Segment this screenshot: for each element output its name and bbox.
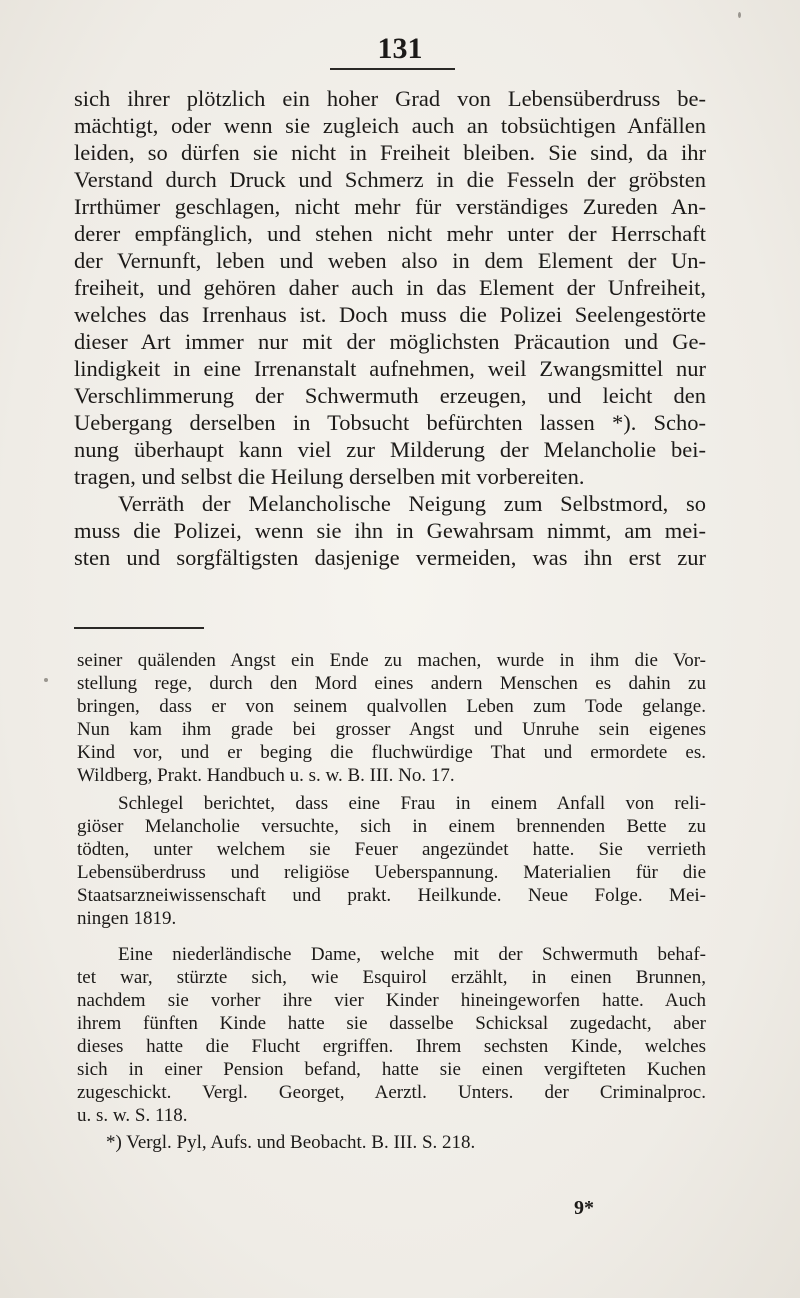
body-line: Uebergang derselben in Tobsucht befürchten lassen *). Scho- bbox=[74, 410, 706, 435]
paper-speck bbox=[738, 12, 741, 18]
footnote-line: sich in einer Pension befand, hatte sie einen vergifteten Kuchen bbox=[77, 1059, 706, 1080]
body-line: nung überhaupt kann viel zur Milderung der Melancholie bei- bbox=[74, 437, 706, 462]
body-line: derer empfänglich, und stehen nicht mehr unter der Herrschaft bbox=[74, 221, 706, 246]
body-line: leiden, so dürfen sie nicht in Freiheit bleiben. Sie sind, da ihr bbox=[74, 140, 706, 165]
body-line: lindigkeit in eine Irrenanstalt aufnehmen, weil Zwangsmittel nur bbox=[74, 356, 706, 381]
footnote-line: Wildberg, Prakt. Handbuch u. s. w. B. III. No. 17. bbox=[77, 765, 455, 786]
page-number: 131 bbox=[377, 32, 423, 65]
footnote-line: tödten, unter welchem sie Feuer angezündet hatte. Sie verrieth bbox=[77, 839, 706, 860]
footnote-line: *) Vergl. Pyl, Aufs. und Beobacht. B. III. S. 218. bbox=[106, 1132, 476, 1153]
body-line: mächtigt, oder wenn sie zugleich auch an tobsüchtigen Anfällen bbox=[74, 113, 706, 138]
body-line: freiheit, und gehören daher auch in das Element der Unfreiheit, bbox=[74, 275, 706, 300]
footnote-line: bringen, dass er von seinem qualvollen Leben zum Tode gelange. bbox=[77, 696, 706, 717]
footnote-line: seiner quälenden Angst ein Ende zu machen, wurde in ihm die Vor- bbox=[77, 650, 706, 671]
signature-mark: 9* bbox=[574, 1197, 594, 1219]
footnote-line: stellung rege, durch den Mord eines andern Menschen es dahin zu bbox=[77, 673, 706, 694]
footnote-line: u. s. w. S. 118. bbox=[77, 1105, 188, 1126]
body-line: der Vernunft, leben und weben also in dem Element der Un- bbox=[74, 248, 706, 273]
footnote-line: Nun kam ihm grade bei grosser Angst und Unruhe sein eigenes bbox=[77, 719, 706, 740]
footnote-line: tet war, stürzte sich, wie Esquirol erzählt, in einen Brunnen, bbox=[77, 967, 706, 988]
body-line: muss die Polizei, wenn sie ihn in Gewahrsam nimmt, am mei- bbox=[74, 518, 706, 543]
footnote-line: zugeschickt. Vergl. Georget, Aerztl. Unters. der Criminalproc. bbox=[77, 1082, 706, 1103]
body-line: tragen, und selbst die Heilung derselben mit vorbereiten. bbox=[74, 464, 585, 489]
body-line: Verräth der Melancholische Neigung zum Selbstmord, so bbox=[118, 491, 706, 516]
body-line: sich ihrer plötzlich ein hoher Grad von Lebensüberdruss be- bbox=[74, 86, 706, 111]
footnote-line: dieses hatte die Flucht ergriffen. Ihrem sechsten Kinde, welches bbox=[77, 1036, 706, 1057]
header-rule bbox=[330, 68, 455, 70]
body-line: welches das Irrenhaus ist. Doch muss die Polizei Seelengestörte bbox=[74, 302, 706, 327]
footnote-line: ihrem fünften Kinde hatte sie dasselbe Schicksal zugedacht, aber bbox=[77, 1013, 706, 1034]
footnote-line: Schlegel berichtet, dass eine Frau in einem Anfall von reli- bbox=[118, 793, 706, 814]
footnote-line: ningen 1819. bbox=[77, 908, 177, 929]
body-line: sten und sorgfältigsten dasjenige vermeiden, was ihn erst zur bbox=[74, 545, 706, 570]
footnote-line: Kind vor, und er beging die fluchwürdige That und ermordete es. bbox=[77, 742, 706, 763]
footnote-rule bbox=[74, 627, 204, 629]
footnote-line: Lebensüberdruss und religiöse Ueberspannung. Materialien für die bbox=[77, 862, 706, 883]
footnote-line: giöser Melancholie versuchte, sich in einem brennenden Bette zu bbox=[77, 816, 706, 837]
body-line: dieser Art immer nur mit der möglichsten Präcaution und Ge- bbox=[74, 329, 706, 354]
paper-speck bbox=[44, 678, 48, 682]
footnote-line: Staatsarzneiwissenschaft und prakt. Heilkunde. Neue Folge. Mei- bbox=[77, 885, 706, 906]
footnote-line: nachdem sie vorher ihre vier Kinder hineingeworfen hatte. Auch bbox=[77, 990, 706, 1011]
body-line: Verschlimmerung der Schwermuth erzeugen, und leicht den bbox=[74, 383, 706, 408]
body-line: Irrthümer geschlagen, nicht mehr für verständiges Zureden An- bbox=[74, 194, 706, 219]
footnote-line: Eine niederländische Dame, welche mit der Schwermuth behaf- bbox=[118, 944, 706, 965]
body-line: Verstand durch Druck und Schmerz in die Fesseln der gröbsten bbox=[74, 167, 706, 192]
